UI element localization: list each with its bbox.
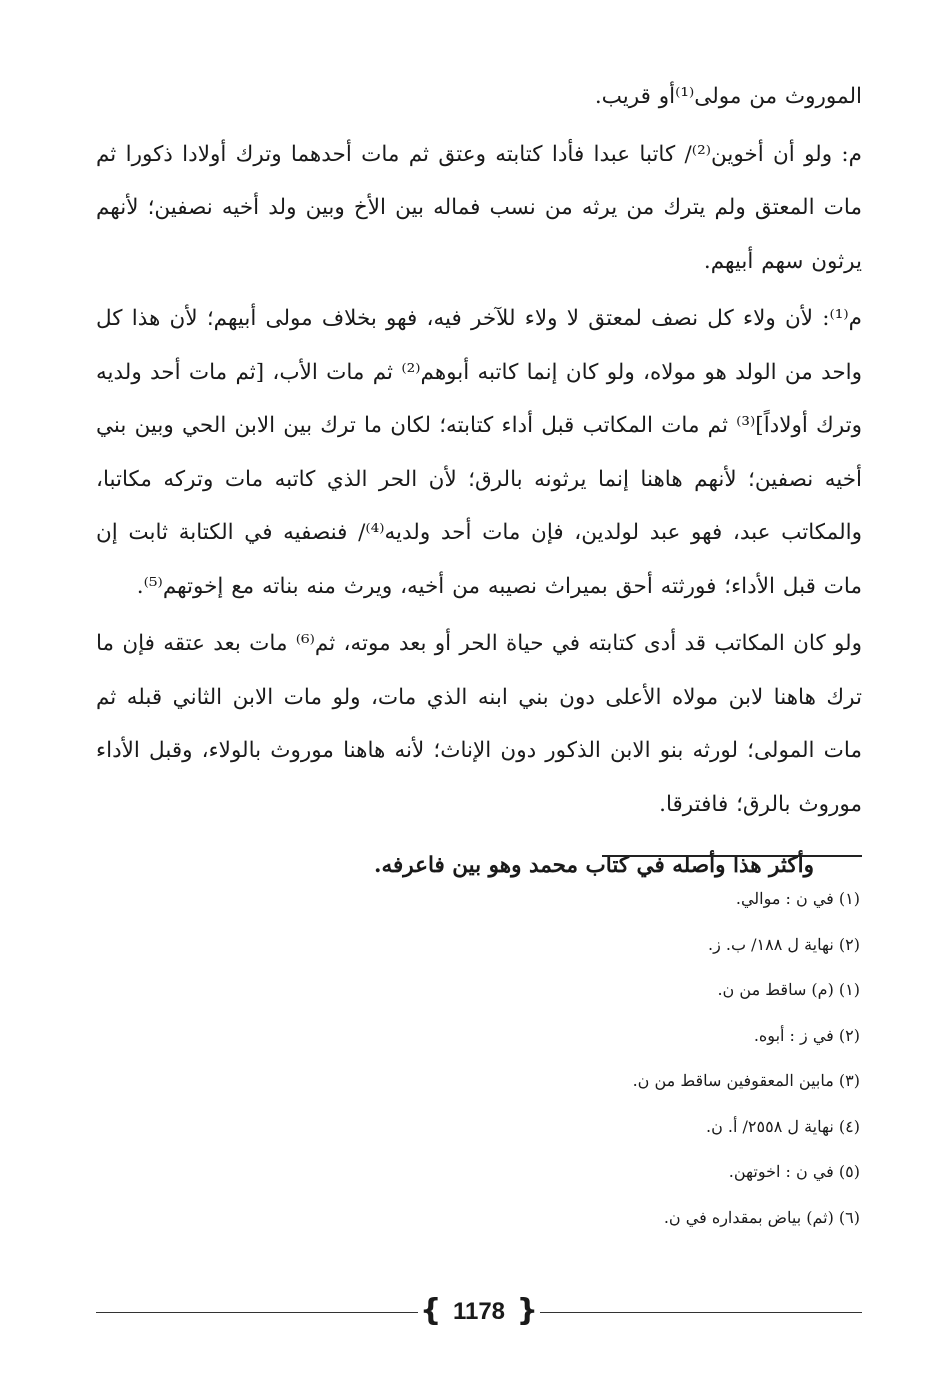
- footer-rule-left: [96, 1312, 418, 1313]
- left-brace: {: [420, 1293, 442, 1328]
- footnote-item: (٦) (ثم) بياض بمقداره في ن.: [663, 1207, 860, 1227]
- footnote-item: (٤) نهاية ل ٢٥٥٨/ أ. ن.: [705, 1116, 860, 1136]
- page-body: [96, 70, 862, 892]
- footnote-item: (٥) في ن : اخوتهن.: [728, 1162, 860, 1181]
- page-number: 1178: [452, 1298, 506, 1325]
- footnote-separator: [602, 855, 862, 857]
- footnote-item: (١) (م) ساقط من ن.: [717, 980, 860, 999]
- paragraph-1: الموروث من مولى⁽¹⁾أو قريب.: [594, 84, 862, 109]
- right-brace: }: [516, 1293, 538, 1328]
- page-footer: [96, 1292, 862, 1332]
- closing-line: وأكثر هذا وأصله في كتاب محمد وهو بين فاعرفه.: [374, 853, 814, 878]
- footnote-item: (٢) في ز : أبوه.: [753, 1025, 860, 1045]
- paragraph-4: ولو كان المكاتب قد أدى كتابته في حياة الحر أو بعد موته، ثم⁽⁶⁾ مات بعد عتقه فإن ما ترك هاهنا لابن مولاه الأعلى دون بني ابنه الذي مات، ولو مات الابن الثاني قبله ثم مات المولى؛ لورثه بنو الابن الذكور دون الإناث؛ لأنه هاهنا موروث بالولاء، وقبل الأداء موروث بالرق؛ فافترقا.: [96, 631, 862, 817]
- page-number-box: [418, 1292, 540, 1332]
- footnote-item: (٢) نهاية ل ١٨٨/ ب. ز.: [707, 934, 860, 954]
- paragraph-3: م⁽¹⁾: لأن ولاء كل نصف لمعتق لا ولاء للآخر فيه، فهو بخلاف مولى أبيهم؛ لأن هذا كل واحد من الولد هو مولاه، ولو كان إنما كاتبه أبوهم⁽²⁾ ثم مات الأب، [ثم مات أحد ولديه وترك أولاداً]⁽³⁾ ثم مات المكاتب قبل أداء كتابته؛ لكان ما ترك بين الابن الحي وبين بني أخيه نصفين؛ لأنهم هاهنا إنما يرثونه بالرق؛ لأن الحر الذي كاتبه مات وتركه مكاتبا، والمكاتب عبد، فهو عبد لولدين، فإن مات أحد ولديه⁽⁴⁾/ فنصفيه في الكتابة ثابت إن مات قبل الأداء؛ فورثته أحق بميراث نصيبه من أخيه، ويرث منه بناته مع إخوتهم⁽⁵⁾.: [96, 306, 863, 599]
- footnotes-list: [360, 876, 860, 1240]
- footnote-item: (٣) مابين المعقوفين ساقط من ن.: [632, 1071, 860, 1090]
- paragraph-2: م: ولو أن أخوين⁽²⁾/ كاتبا عبدا فأدا كتابته وعتق ثم مات أحدهما وترك أولادا ذكورا ثم مات المعتق ولم يترك من يرثه من نسب فماله بين الأخ وبين ولد أخيه نصفين؛ لأنهم يرثون سهم أبيهم.: [96, 141, 862, 274]
- footer-rule-right: [540, 1312, 862, 1313]
- footnote-item: (١) في ن : موالي.: [735, 889, 860, 908]
